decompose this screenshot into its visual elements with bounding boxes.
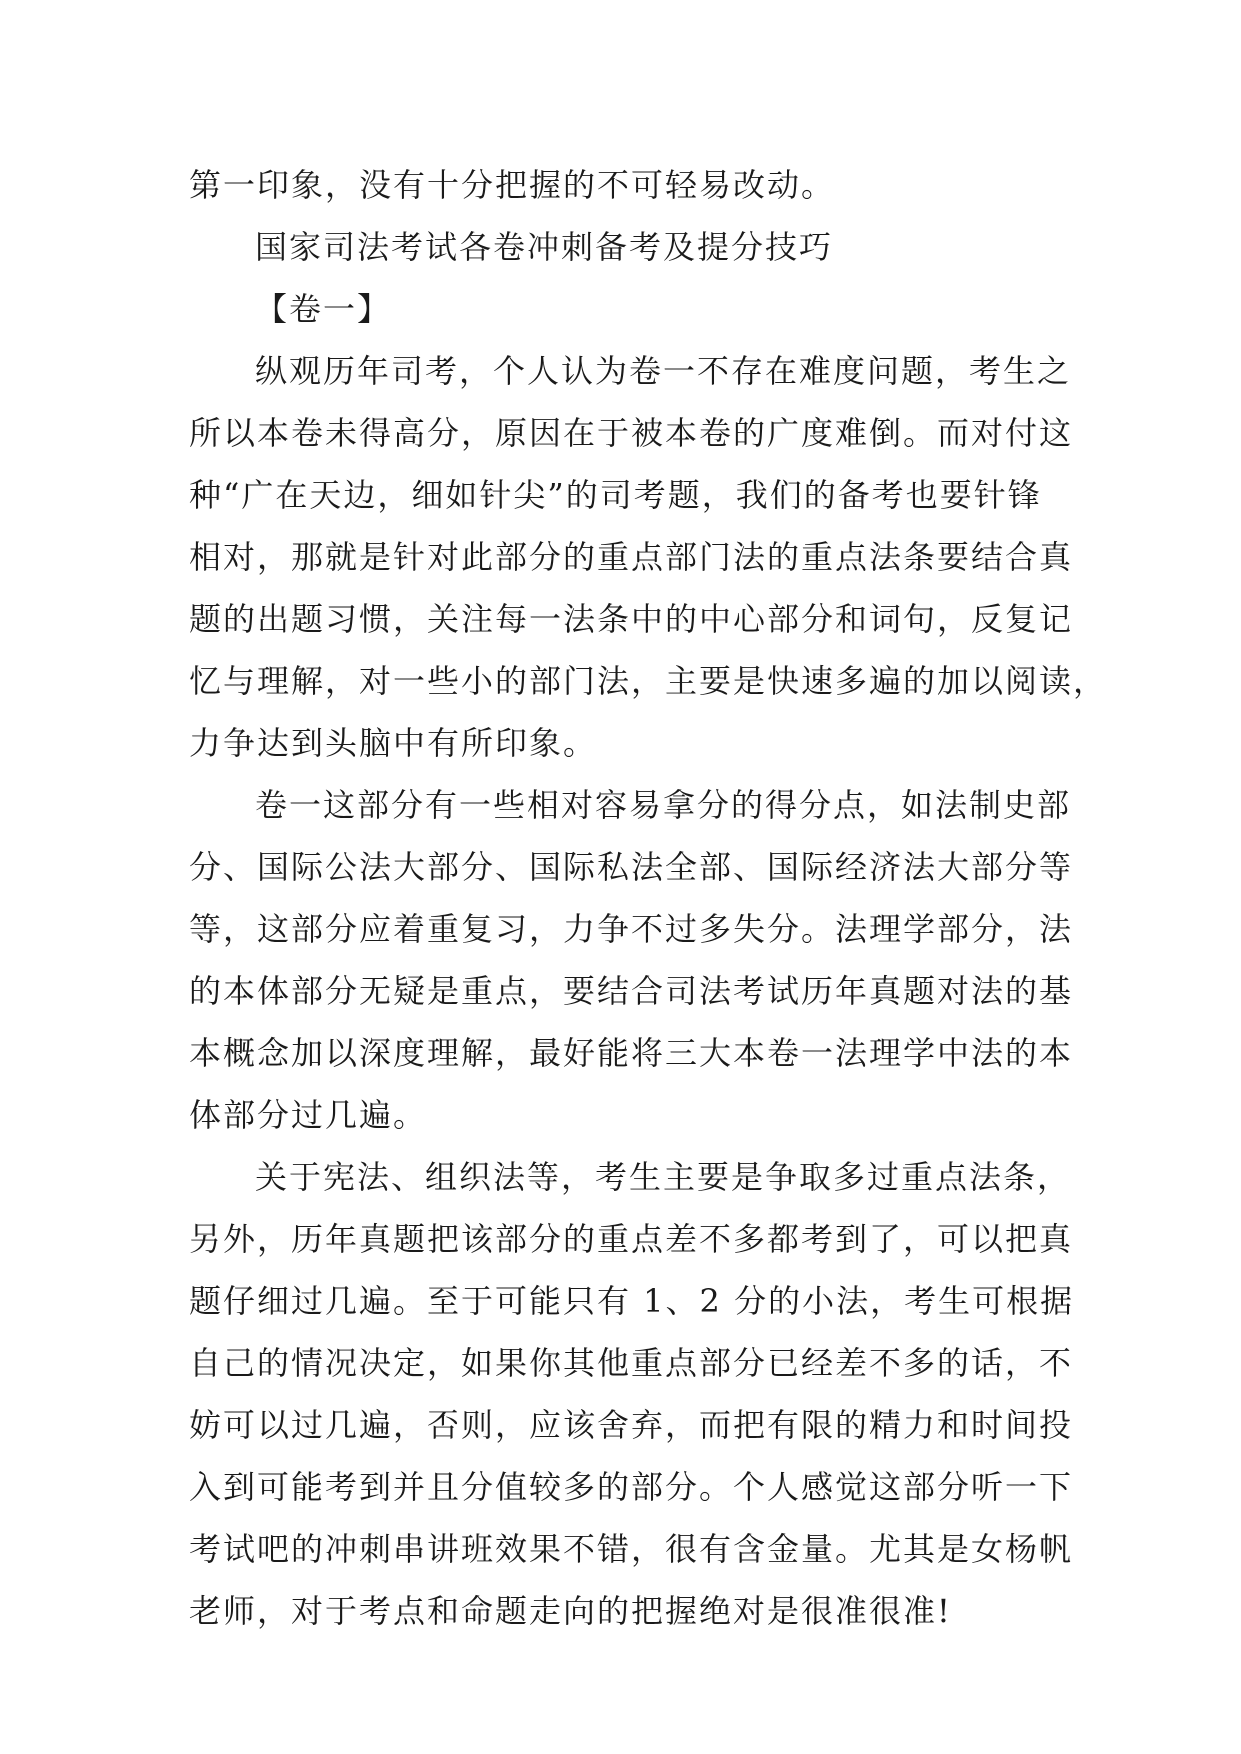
text-line: 体部分过几遍。 xyxy=(189,1096,428,1134)
text-line: 考试吧的冲刺串讲班效果不错，很有含金量。尤其是女杨帆 xyxy=(189,1530,1074,1568)
text-line: 种“广在天边，细如针尖”的司考题，我们的备考也要针锋 xyxy=(189,476,1042,514)
text-line: 题仔细过几遍。至于可能只有 1、2 分的小法，考生可根据 xyxy=(189,1282,1075,1320)
text-line: 力争达到头脑中有所印象。 xyxy=(189,724,598,762)
text-line: 所以本卷未得高分，原因在于被本卷的广度难倒。而对付这 xyxy=(189,414,1074,452)
text-line: 入到可能考到并且分值较多的部分。个人感觉这部分听一下 xyxy=(189,1468,1074,1506)
text-line: 卷一这部分有一些相对容易拿分的得分点，如法制史部 xyxy=(255,786,1072,824)
text-line: 老师，对于考点和命题走向的把握绝对是很准很准! xyxy=(189,1592,952,1630)
section-heading: 【卷一】 xyxy=(255,290,392,328)
text-line: 关于宪法、组织法等，考生主要是争取多过重点法条， xyxy=(255,1158,1072,1196)
text-line: 题的出题习惯，关注每一法条中的中心部分和词句，反复记 xyxy=(189,600,1074,638)
text-line: 本概念加以深度理解，最好能将三大本卷一法理学中法的本 xyxy=(189,1034,1074,1072)
section-title: 国家司法考试各卷冲刺备考及提分技巧 xyxy=(255,228,834,266)
text-line: 第一印象，没有十分把握的不可轻易改动。 xyxy=(189,166,836,204)
text-line: 纵观历年司考，个人认为卷一不存在难度问题，考生之 xyxy=(255,352,1072,390)
text-line: 相对，那就是针对此部分的重点部门法的重点法条要结合真 xyxy=(189,538,1074,576)
text-line: 自己的情况决定，如果你其他重点部分已经差不多的话，不 xyxy=(189,1344,1074,1382)
text-line: 等，这部分应着重复习，力争不过多失分。法理学部分，法 xyxy=(189,910,1074,948)
text-line: 另外，历年真题把该部分的重点差不多都考到了，可以把真 xyxy=(189,1220,1074,1258)
text-line: 的本体部分无疑是重点，要结合司法考试历年真题对法的基 xyxy=(189,972,1074,1010)
text-line: 分、国际公法大部分、国际私法全部、国际经济法大部分等 xyxy=(189,848,1074,886)
document-body xyxy=(189,154,1108,1642)
text-line: 忆与理解，对一些小的部门法，主要是快速多遍的加以阅读， xyxy=(189,662,1108,700)
text-line: 妨可以过几遍，否则，应该舍弃，而把有限的精力和时间投 xyxy=(189,1406,1074,1444)
